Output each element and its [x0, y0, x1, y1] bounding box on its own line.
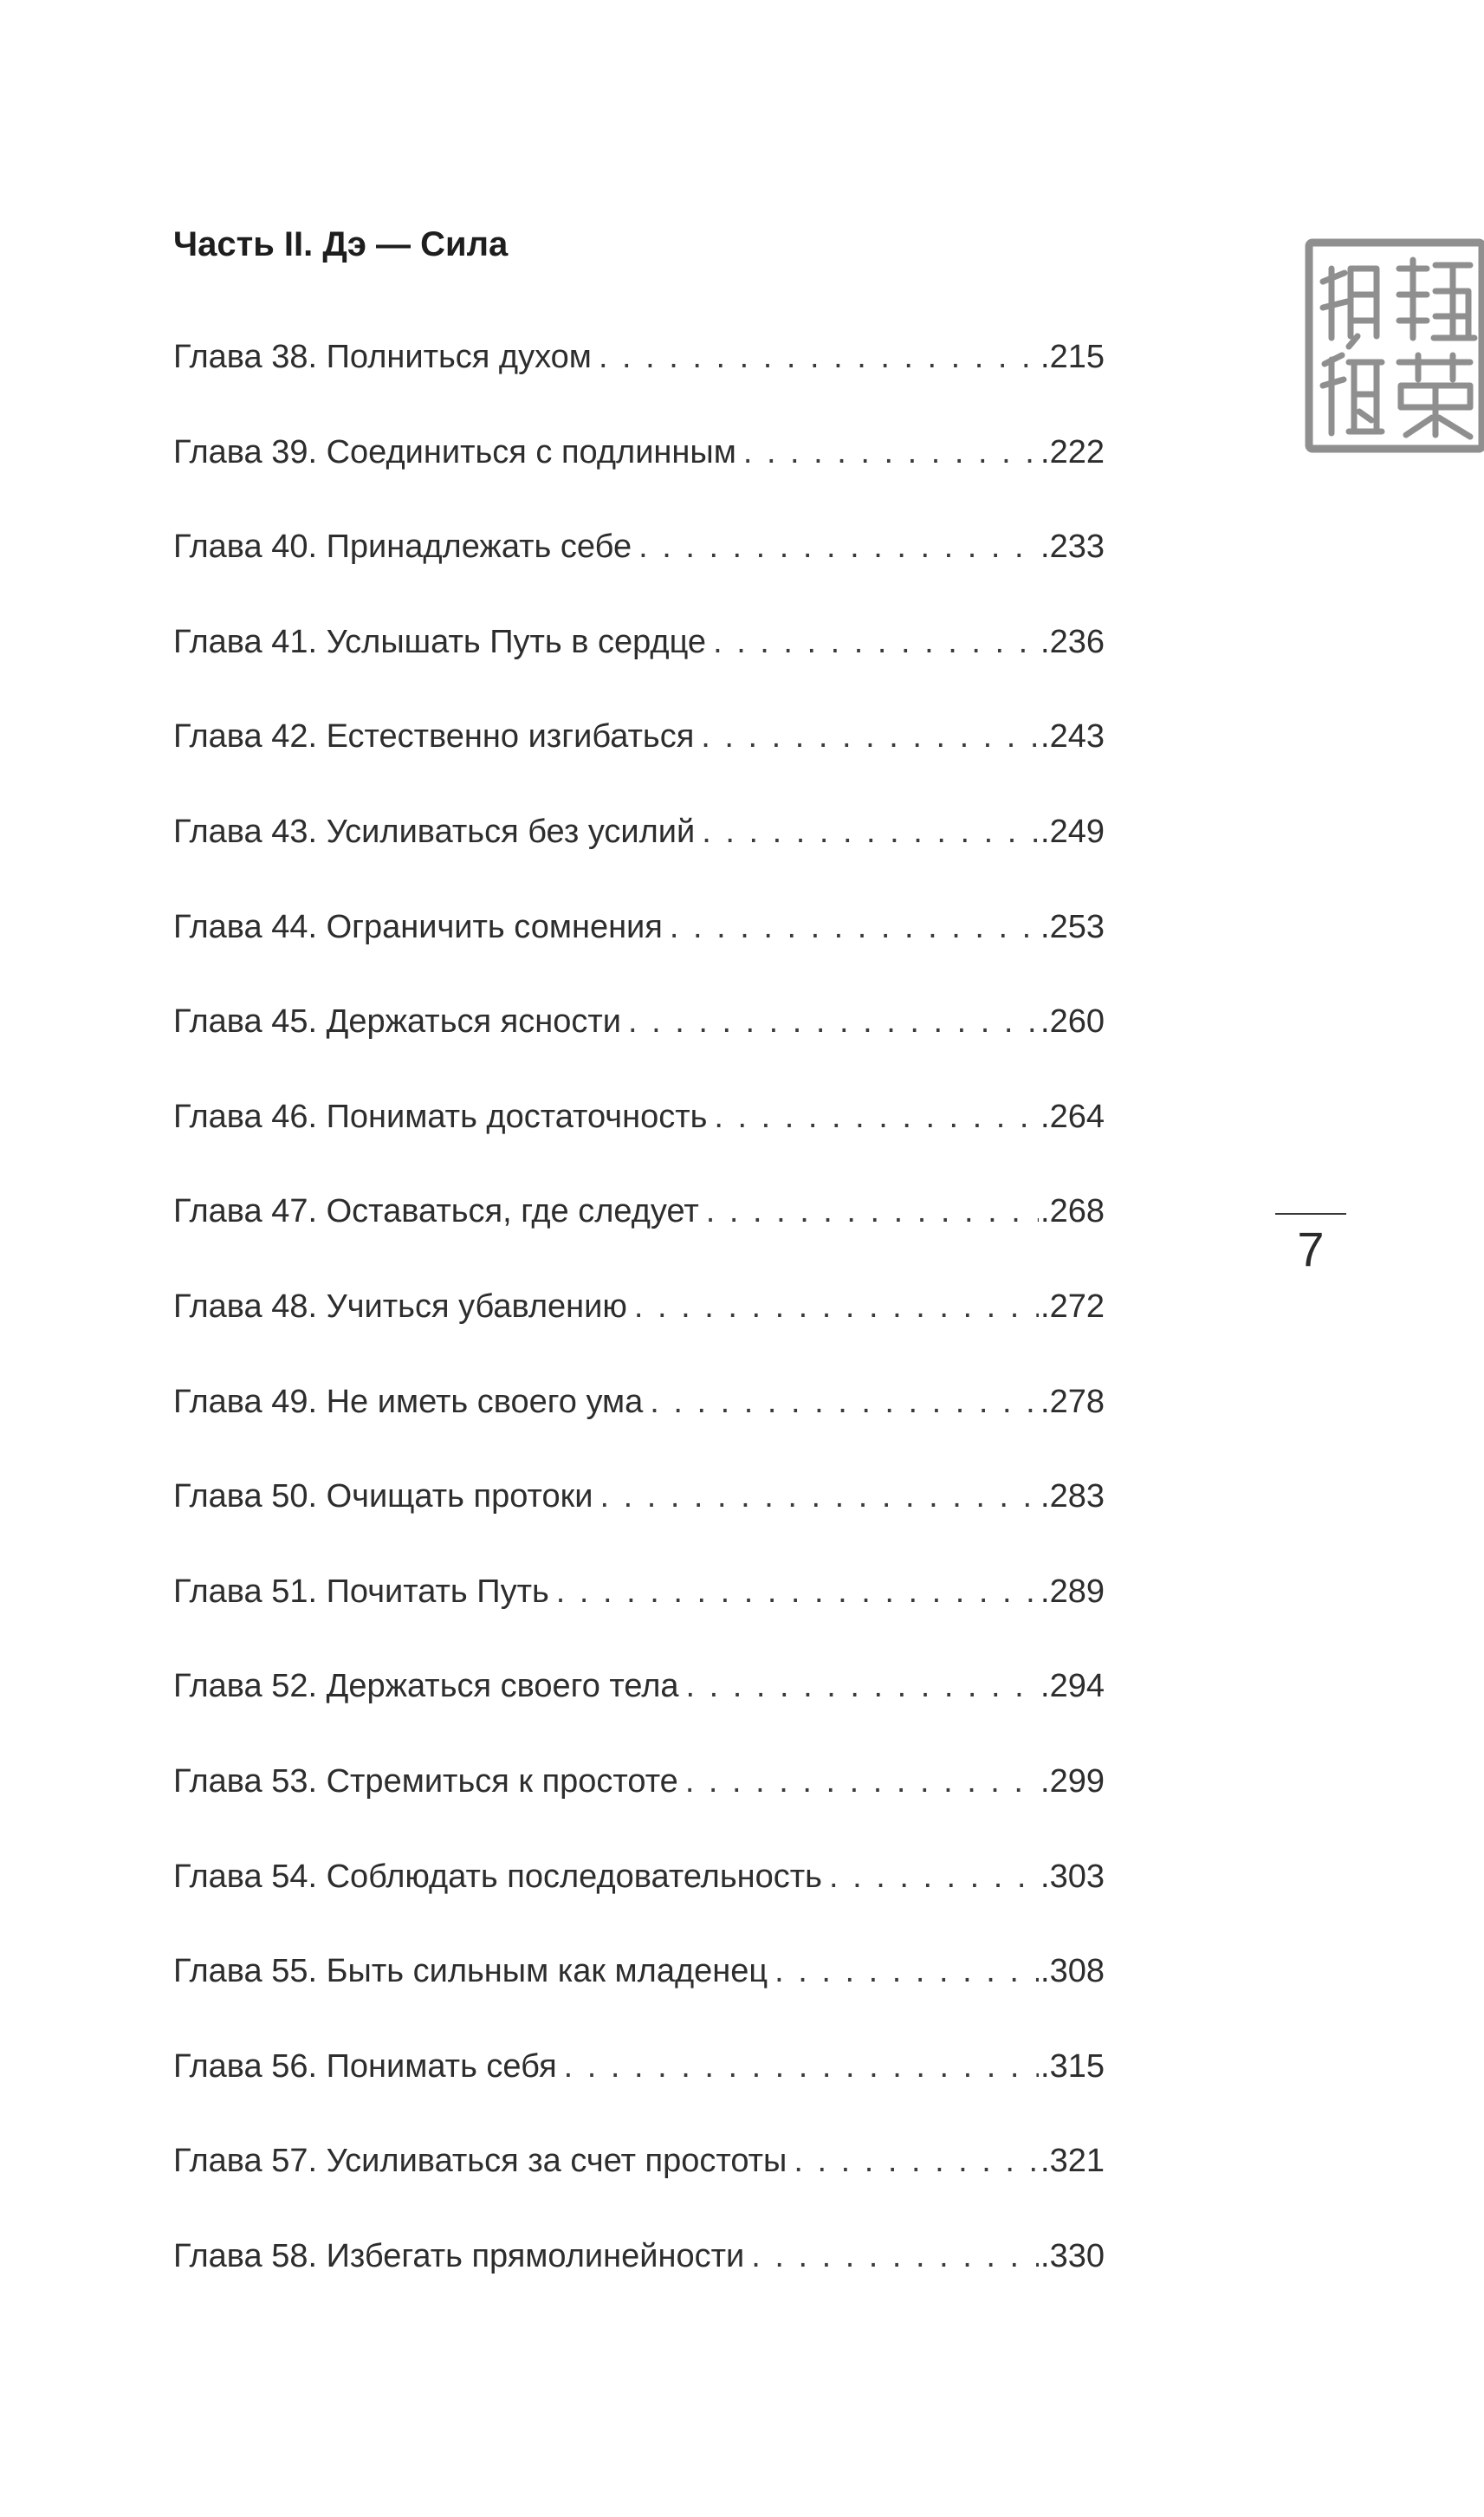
toc-entry-page: .215	[1040, 339, 1105, 375]
page-number: 7	[1297, 1222, 1325, 1276]
toc-entry-title: Глава 55. Быть сильным как младенец	[173, 1953, 768, 1990]
toc-entry	[173, 1476, 1105, 1571]
toc-entry-page: .249	[1040, 813, 1105, 850]
toc-entry-page: .233	[1040, 529, 1105, 566]
toc-dot-leader	[743, 431, 1039, 473]
toc-entry-page: .303	[1040, 1858, 1105, 1895]
toc-entry-page: .283	[1040, 1478, 1105, 1515]
toc-entry-page: .294	[1040, 1668, 1105, 1705]
toc-entry-page: .243	[1040, 718, 1105, 756]
toc-entry-page: .321	[1040, 2143, 1105, 2180]
toc-entry-title: Глава 41. Услышать Путь в сердце	[173, 623, 707, 660]
toc-dot-leader	[829, 1856, 1039, 1897]
toc-entry	[173, 621, 1105, 717]
toc-entry-page: .308	[1040, 1953, 1105, 1990]
toc-dot-leader	[638, 526, 1039, 568]
toc-entry-page: .253	[1040, 908, 1105, 945]
toc-entry-page: .330	[1040, 2237, 1105, 2274]
toc-entry-title: Глава 44. Ограничить сомнения	[173, 908, 663, 945]
toc-entry-title: Глава 50. Очищать протоки	[173, 1478, 593, 1515]
part-title: Часть II. Дэ — Сила	[173, 225, 509, 263]
toc-entry	[173, 1761, 1105, 1856]
toc-dot-leader	[714, 1096, 1039, 1138]
toc-entry	[173, 2235, 1105, 2331]
toc-entry	[173, 1856, 1105, 1951]
toc-dot-leader	[702, 811, 1039, 853]
toc-dot-leader	[556, 1571, 1039, 1612]
toc-entry-title: Глава 54. Соблюдать последовательность	[173, 1858, 822, 1895]
toc-entry-title: Глава 53. Стремиться к простоте	[173, 1762, 678, 1800]
toc-dot-leader	[650, 1381, 1039, 1423]
toc-entry-title: Глава 39. Соединиться с подлинным	[173, 433, 736, 470]
toc-entry-page: .278	[1040, 1383, 1105, 1420]
toc-entry-page: .289	[1040, 1573, 1105, 1610]
toc-entry-title: Глава 57. Усиливаться за счет простоты	[173, 2143, 787, 2180]
toc-dot-leader	[599, 1476, 1039, 1517]
toc-entry-page: .315	[1040, 2047, 1105, 2085]
toc-entry-page: .299	[1040, 1762, 1105, 1800]
toc-entry	[173, 811, 1105, 906]
toc-dot-leader	[774, 1950, 1039, 1992]
toc-entry-title: Глава 47. Оставаться, где следует	[173, 1193, 699, 1230]
toc-entry	[173, 526, 1105, 621]
toc-entry	[173, 1096, 1105, 1191]
toc-dot-leader	[634, 1286, 1039, 1327]
toc-entry-page: .222	[1040, 433, 1105, 470]
toc-entry-title: Глава 45. Держаться ясности	[173, 1003, 621, 1041]
toc-dot-leader	[706, 1190, 1039, 1232]
toc-entry-title: Глава 52. Держаться своего тела	[173, 1668, 679, 1705]
toc-entry	[173, 2140, 1105, 2235]
toc-entry-title: Глава 49. Не иметь своего ума	[173, 1383, 644, 1420]
toc-entry-page: .272	[1040, 1288, 1105, 1325]
toc-entry-title: Глава 51. Почитать Путь	[173, 1573, 549, 1610]
toc-entry	[173, 1190, 1105, 1286]
toc-entry	[173, 1286, 1105, 1381]
toc-dot-leader	[686, 1665, 1039, 1707]
toc-entry-title: Глава 48. Учиться убавлению	[173, 1288, 627, 1325]
toc-dot-leader	[685, 1761, 1039, 1802]
toc-dot-leader	[751, 2235, 1039, 2277]
toc-dot-leader	[794, 2140, 1039, 2182]
table-of-contents	[173, 336, 1105, 2330]
toc-dot-leader	[701, 716, 1039, 757]
toc-entry	[173, 906, 1105, 1002]
toc-entry	[173, 336, 1105, 431]
toc-entry-title: Глава 46. Понимать достаточность	[173, 1098, 708, 1135]
toc-entry	[173, 431, 1105, 527]
toc-dot-leader	[599, 336, 1039, 378]
toc-entry-title: Глава 40. Принадлежать себе	[173, 529, 632, 566]
toc-entry-title: Глава 42. Естественно изгибаться	[173, 718, 695, 756]
toc-dot-leader	[713, 621, 1039, 663]
toc-entry	[173, 2046, 1105, 2141]
toc-entry	[173, 716, 1105, 811]
toc-entry-title: Глава 38. Полниться духом	[173, 339, 592, 375]
toc-entry-page: .260	[1040, 1003, 1105, 1041]
toc-entry	[173, 1571, 1105, 1666]
toc-entry-title: Глава 43. Усиливаться без усилий	[173, 813, 696, 850]
toc-entry	[173, 1665, 1105, 1761]
seal-stamp-icon	[1297, 234, 1484, 456]
page-number-rule	[1275, 1213, 1346, 1215]
toc-dot-leader	[628, 1001, 1039, 1042]
toc-entry	[173, 1381, 1105, 1476]
toc-entry-title: Глава 56. Понимать себя	[173, 2047, 557, 2085]
toc-entry	[173, 1001, 1105, 1096]
toc-dot-leader	[670, 906, 1039, 948]
toc-entry-page: .236	[1040, 623, 1105, 660]
toc-entry-page: .268	[1040, 1193, 1105, 1230]
toc-entry-page: .264	[1040, 1098, 1105, 1135]
toc-dot-leader	[564, 2046, 1039, 2087]
toc-entry	[173, 1950, 1105, 2046]
toc-entry-title: Глава 58. Избегать прямолинейности	[173, 2237, 745, 2274]
